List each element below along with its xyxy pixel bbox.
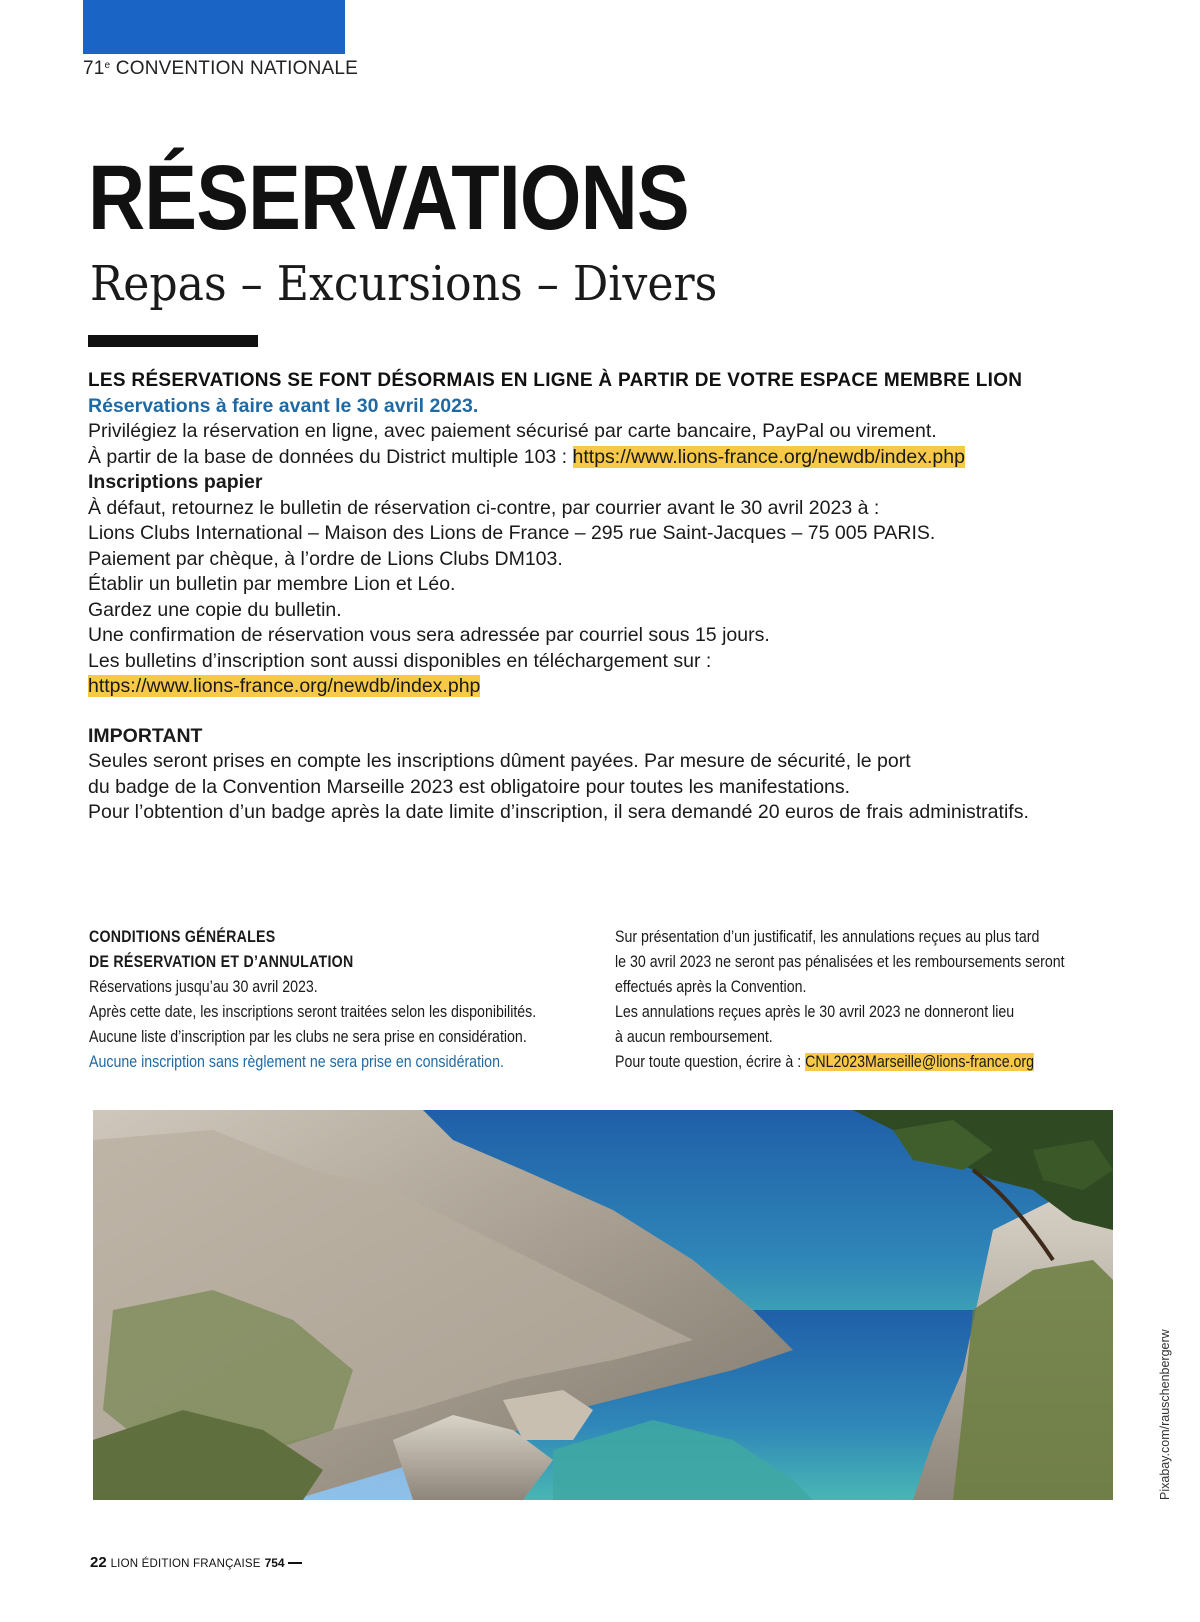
conditions-right-column <box>615 925 1135 1075</box>
page-footer <box>90 1554 302 1571</box>
conditions-heading-line: CONDITIONS GÉNÉRALES <box>89 928 276 946</box>
header-color-bar <box>83 0 345 54</box>
download-link[interactable]: https://www.lions-france.org/newdb/index.php <box>88 675 481 697</box>
paper-heading: Inscriptions papier <box>88 471 263 493</box>
cancellation-line: le 30 avril 2023 ne seront pas pénalisées et les remboursements seront <box>615 953 1065 971</box>
cancellation-line: Les annulations reçues après le 30 avril 2023 ne donneront lieu <box>615 1003 1015 1021</box>
title-rule <box>88 335 258 347</box>
issue-number: 754 <box>264 1556 285 1570</box>
paper-line: Les bulletins d’inscription sont aussi disponibles en téléchargement sur : <box>88 649 712 672</box>
important-line: Seules seront prises en compte les inscriptions dûment payées. Par mesure de sécurité, le port <box>88 750 911 772</box>
section-text: CONVENTION NATIONALE <box>115 58 359 79</box>
paper-line: Une confirmation de réservation vous sera adressée par courriel sous 15 jours. <box>88 624 770 646</box>
footer-dash <box>288 1562 302 1564</box>
important-heading: IMPORTANT <box>88 724 203 747</box>
publication-name: LION ÉDITION FRANÇAISE <box>110 1558 261 1570</box>
conditions-heading-line: DE RÉSERVATION ET D’ANNULATION <box>89 953 354 971</box>
section-label <box>83 58 358 80</box>
contact-email-link[interactable]: CNL2023Marseille@lions-france.org <box>805 1053 1035 1071</box>
deadline-text: Réservations à faire avant le 30 avril 2023. <box>88 394 479 417</box>
calanque-photo <box>93 1110 1113 1500</box>
conditions-line: Aucune liste d’inscription par les clubs ne sera prise en considération. <box>89 1028 527 1046</box>
page-subtitle: Repas – Excursions – Divers <box>90 256 718 312</box>
online-preference-text: Privilégiez la réservation en ligne, avec paiement sécurisé par carte bancaire, PayPal ou virement. <box>88 420 937 442</box>
paper-line: Établir un bulletin par membre Lion et Léo. <box>88 573 456 595</box>
cancellation-line: effectués après la Convention. <box>615 978 807 996</box>
database-prefix: À partir de la base de données du District multiple 103 : <box>88 445 573 468</box>
paper-line: Lions Clubs International – Maison des Lions de France – 295 rue Saint-Jacques – 75 005 PARIS. <box>88 522 936 544</box>
main-text <box>88 368 1148 826</box>
page-title: RÉSERVATIONS <box>88 147 689 249</box>
conditions-line: Après cette date, les inscriptions seront traitées selon les disponibilités. <box>89 1003 537 1021</box>
contact-line <box>615 1050 1062 1075</box>
section-sup: e <box>104 60 111 71</box>
page-number: 22 <box>90 1554 107 1571</box>
conditions-blue-line: Aucune inscription sans règlement ne sera prise en considération. <box>89 1053 504 1071</box>
download-line <box>88 674 1148 700</box>
cancellation-line: Sur présentation d’un justificatif, les annulations reçues au plus tard <box>615 928 1040 946</box>
important-line: Pour l’obtention d’un badge après la date limite d’inscription, il sera demandé 20 euros de frais administratifs. <box>88 801 1029 823</box>
cancellation-line: à aucun remboursement. <box>615 1028 773 1046</box>
conditions-line: Réservations jusqu’au 30 avril 2023. <box>89 978 318 996</box>
important-line: du badge de la Convention Marseille 2023 est obligatoire pour toutes les manifestations. <box>88 775 851 798</box>
paper-line: Gardez une copie du bulletin. <box>88 598 342 621</box>
database-link[interactable]: https://www.lions-france.org/newdb/index.php <box>572 445 965 468</box>
conditions-left-column <box>89 925 559 1075</box>
contact-prefix: Pour toute question, écrire à : <box>615 1053 806 1071</box>
calanque-illustration <box>93 1110 1113 1500</box>
paper-line: Paiement par chèque, à l’ordre de Lions Clubs DM103. <box>88 547 563 570</box>
database-line <box>88 445 1148 471</box>
paper-line: À défaut, retournez le bulletin de réservation ci-contre, par courrier avant le 30 avril 2023 à : <box>88 496 880 519</box>
photo-credit: Pixabay.com/rauschenbergerw <box>1158 1329 1172 1500</box>
section-number: 71 <box>83 58 105 79</box>
online-headline: LES RÉSERVATIONS SE FONT DÉSORMAIS EN LIGNE À PARTIR DE VOTRE ESPACE MEMBRE LION <box>88 370 1023 391</box>
